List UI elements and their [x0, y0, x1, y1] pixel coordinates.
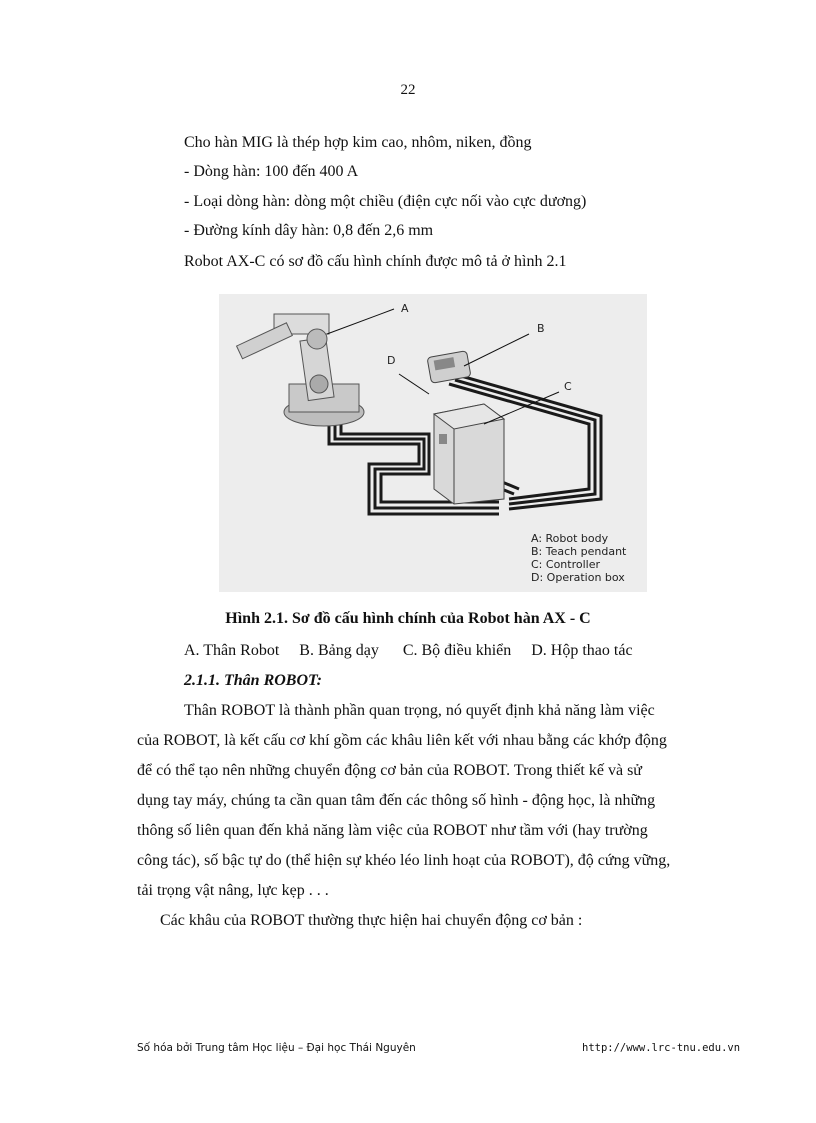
legend-item-b: B. Bảng dạy	[299, 642, 379, 659]
paragraph-line: Thân ROBOT là thành phần quan trọng, nó quyết định khả năng làm việc	[184, 702, 655, 719]
paragraph-line: của ROBOT, là kết cấu cơ khí gồm các khâu liên kết với nhau bằng các khớp động	[137, 732, 667, 749]
paragraph-line: dụng tay máy, chúng ta cần quan tâm đến các thông số hình - động học, là những	[137, 792, 656, 809]
intro-line-1: Cho hàn MIG là thép hợp kim cao, nhôm, niken, đồng	[184, 134, 532, 151]
paragraph-line: công tác), số bậc tự do (thể hiện sự khéo léo linh hoạt của ROBOT), độ cứng vững,	[137, 852, 671, 869]
figure-legend-a: A: Robot body	[531, 532, 609, 545]
figure-legend-c: C: Controller	[531, 558, 600, 571]
callout-b: B	[537, 322, 545, 335]
callout-c: C	[564, 380, 572, 393]
body-paragraph	[137, 696, 743, 906]
paragraph-line: tải trọng vật nâng, lực kẹp . . .	[137, 882, 329, 899]
intro-line-5: Robot AX-C có sơ đồ cấu hình chính được mô tả ở hình 2.1	[184, 253, 567, 270]
footer-source: Số hóa bởi Trung tâm Học liệu – Đại học Thái Nguyên	[137, 1042, 416, 1054]
intro-line-4: - Đường kính dây hàn: 0,8 đến 2,6 mm	[184, 222, 434, 239]
section-heading: 2.1.1. Thân ROBOT:	[184, 672, 322, 689]
paragraph-line: thông số liên quan đến khả năng làm việc của ROBOT như tầm với (hay trường	[137, 822, 648, 839]
figure-robot-configuration	[219, 294, 647, 592]
paragraph-line: để có thể tạo nên những chuyển động cơ bản của ROBOT. Trong thiết kế và sử	[137, 762, 642, 779]
figure-legend-b: B: Teach pendant	[531, 545, 627, 558]
figure-caption: Hình 2.1. Sơ đồ cấu hình chính của Robot hàn AX - C	[225, 610, 591, 627]
legend-item-a: A. Thân Robot	[184, 642, 280, 659]
footer-url[interactable]: http://www.lrc-tnu.edu.vn	[582, 1042, 741, 1054]
closing-line: Các khâu của ROBOT thường thực hiện hai chuyển động cơ bản :	[160, 912, 583, 929]
robot-diagram-illustration	[219, 294, 647, 592]
callout-a: A	[401, 302, 409, 315]
legend-item-d: D. Hộp thao tác	[531, 642, 633, 659]
figure-legend-d: D: Operation box	[531, 571, 625, 584]
legend-vietnamese	[184, 642, 633, 660]
callout-d: D	[387, 354, 396, 367]
intro-line-3: - Loại dòng hàn: dòng một chiều (điện cực nối vào cực dương)	[184, 193, 587, 210]
legend-item-c: C. Bộ điều khiển	[402, 642, 512, 659]
intro-line-2: - Dòng hàn: 100 đến 400 A	[184, 163, 359, 180]
controller-shape	[434, 404, 504, 504]
page-number: 22	[400, 82, 416, 98]
